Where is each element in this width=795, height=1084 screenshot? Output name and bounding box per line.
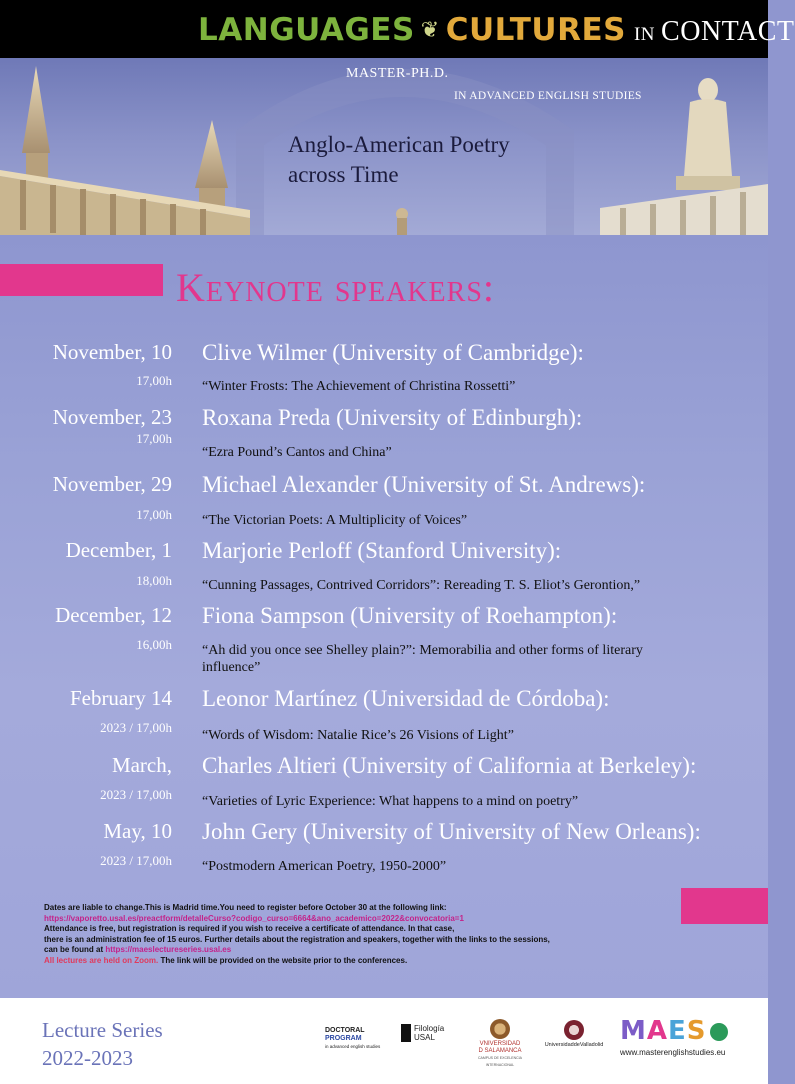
event-title: “Words of Wisdom: Natalie Rice’s 26 Visions of Light” (202, 728, 514, 743)
zoom-notice: All lectures are held on Zoom. (44, 955, 159, 965)
event-time: 17,00h (136, 431, 172, 446)
valladolid-logo (544, 1020, 604, 1048)
series-line1: Lecture Series (42, 1018, 163, 1042)
header-bar (0, 0, 795, 58)
brand-word-cultures: CULTURES (445, 12, 626, 48)
event-title: “Winter Frosts: The Achievement of Christina Rossetti” (202, 379, 516, 394)
course-title (288, 130, 510, 190)
event-time: 16,00h (136, 637, 172, 652)
series-line2: 2022-2023 (42, 1046, 133, 1070)
doctoral-program-logo (325, 1027, 380, 1051)
filologia-usal: USAL (414, 1033, 435, 1042)
hero-banner (0, 58, 768, 235)
program-subtitle: IN ADVANCED ENGLISH STUDIES (454, 90, 642, 102)
event-speaker: Clive Wilmer (University of Cambridge): (202, 340, 584, 365)
event-time: 18,00h (136, 573, 172, 588)
event-speaker: Charles Altieri (University of California at Berkeley): (202, 753, 697, 778)
registration-link[interactable]: https://vaporetto.usal.es/preactform/detalleCurso?codigo_curso=6664&ano_academico=2022&convocatoria=1 (44, 913, 464, 923)
doctoral-sub: in advanced english studies (325, 1044, 381, 1049)
maes-logo (620, 1016, 728, 1057)
event-date: February 14 (69, 686, 172, 710)
filologia-label: Filología (414, 1024, 445, 1033)
event-date: November, 29 (52, 472, 172, 496)
notes-line (44, 945, 694, 956)
brand-word-contact: CONTACT (661, 16, 795, 47)
event-title: “The Victorian Poets: A Multiplicity of Voices” (202, 513, 468, 528)
accent-bar-left (0, 264, 163, 296)
event-speaker: John Gery (University of University of New Orleans): (202, 819, 701, 844)
program-label: PROGRAM (325, 1035, 362, 1042)
event-title: “Ezra Pound’s Cantos and China” (202, 445, 392, 460)
notes-line: there is an administration fee of 15 euros. Further details about the registration and speakers, together with the links to the sessions, (44, 934, 550, 944)
salamanca-seal-icon (490, 1019, 510, 1039)
program-name: MASTER-PH.D. (346, 66, 449, 81)
salamanca-line3: CAMPUS DE EXCELENCIA INTERNACIONAL (478, 1056, 522, 1067)
keynote-heading: Keynote speakers: (176, 265, 496, 310)
event-date: May, 10 (103, 819, 172, 843)
event-date: December, 12 (55, 603, 172, 627)
valladolid-label: UniversidaddeValladolid (544, 1042, 604, 1048)
event-speaker: Roxana Preda (University of Edinburgh): (202, 405, 583, 430)
lecture-series-title (42, 1016, 163, 1072)
brand-word-in: IN (633, 24, 656, 45)
accent-bar-right (681, 888, 768, 924)
notes-prefix: can be found at (44, 945, 106, 954)
notes-rest: The link will be provided on the website prior to the conferences. (158, 955, 408, 965)
maes-wordmark (620, 1016, 728, 1046)
filologia-logo (401, 1024, 444, 1042)
doctoral-label: DOCTORAL (325, 1027, 365, 1034)
course-title-line2: across Time (288, 162, 399, 187)
maes-letter: S (686, 1016, 707, 1046)
registration-notes (44, 903, 694, 966)
filologia-mark-icon (401, 1024, 411, 1042)
event-time: 17,00h (136, 507, 172, 522)
maes-letter: M (620, 1016, 647, 1046)
maes-letter: E (668, 1016, 687, 1046)
globe-icon (710, 1023, 728, 1041)
event-speaker: Michael Alexander (University of St. Andrews): (202, 472, 646, 497)
event-title: “Postmodern American Poetry, 1950-2000” (202, 859, 447, 874)
maes-letter: A (646, 1016, 668, 1046)
salamanca-line1: VNIVERSIDAD (479, 1041, 521, 1047)
event-time: 2023 / 17,00h (100, 720, 172, 735)
event-speaker: Leonor Martínez (Universidad de Córdoba): (202, 686, 610, 711)
event-title: “Ah did you once see Shelley plain?”: Memorabilia and other forms of literary influence” (202, 643, 643, 675)
event-date: March, (111, 753, 172, 777)
event-time: 2023 / 17,00h (100, 853, 172, 868)
knot-icon: ❦ (420, 18, 440, 43)
brand-title (198, 12, 795, 48)
valladolid-seal-icon (564, 1020, 584, 1040)
notes-line: Dates are liable to change.This is Madrid time.You need to register before October 30 at the following link: (44, 903, 447, 912)
event-date: December, 1 (65, 538, 172, 562)
event-title: “Cunning Passages, Contrived Corridors”: Rereading T. S. Eliot’s Gerontion,” (202, 578, 641, 593)
notes-line: Attendance is free, but registration is required if you wish to receive a certificate of attendance. In that case, (44, 924, 455, 933)
event-speaker: Marjorie Perloff (Stanford University): (202, 538, 562, 563)
event-time: 17,00h (136, 373, 172, 388)
event-date: November, 23 (52, 405, 172, 429)
salamanca-line2: D SALAMANCA (478, 1048, 522, 1054)
course-title-line1: Anglo-American Poetry (288, 132, 510, 157)
salamanca-logo (470, 1019, 530, 1069)
event-speaker: Fiona Sampson (University of Roehampton): (202, 603, 618, 628)
website-link[interactable]: https://maeslectureseries.usal.es (105, 945, 232, 954)
event-title: “Varieties of Lyric Experience: What happens to a mind on poetry” (202, 794, 579, 809)
event-date: November, 10 (52, 340, 172, 364)
event-time: 2023 / 17,00h (100, 787, 172, 802)
maes-url[interactable]: www.masterenglishstudies.eu (620, 1048, 726, 1057)
brand-word-languages: LANGUAGES (198, 12, 415, 48)
notes-line (44, 956, 694, 967)
